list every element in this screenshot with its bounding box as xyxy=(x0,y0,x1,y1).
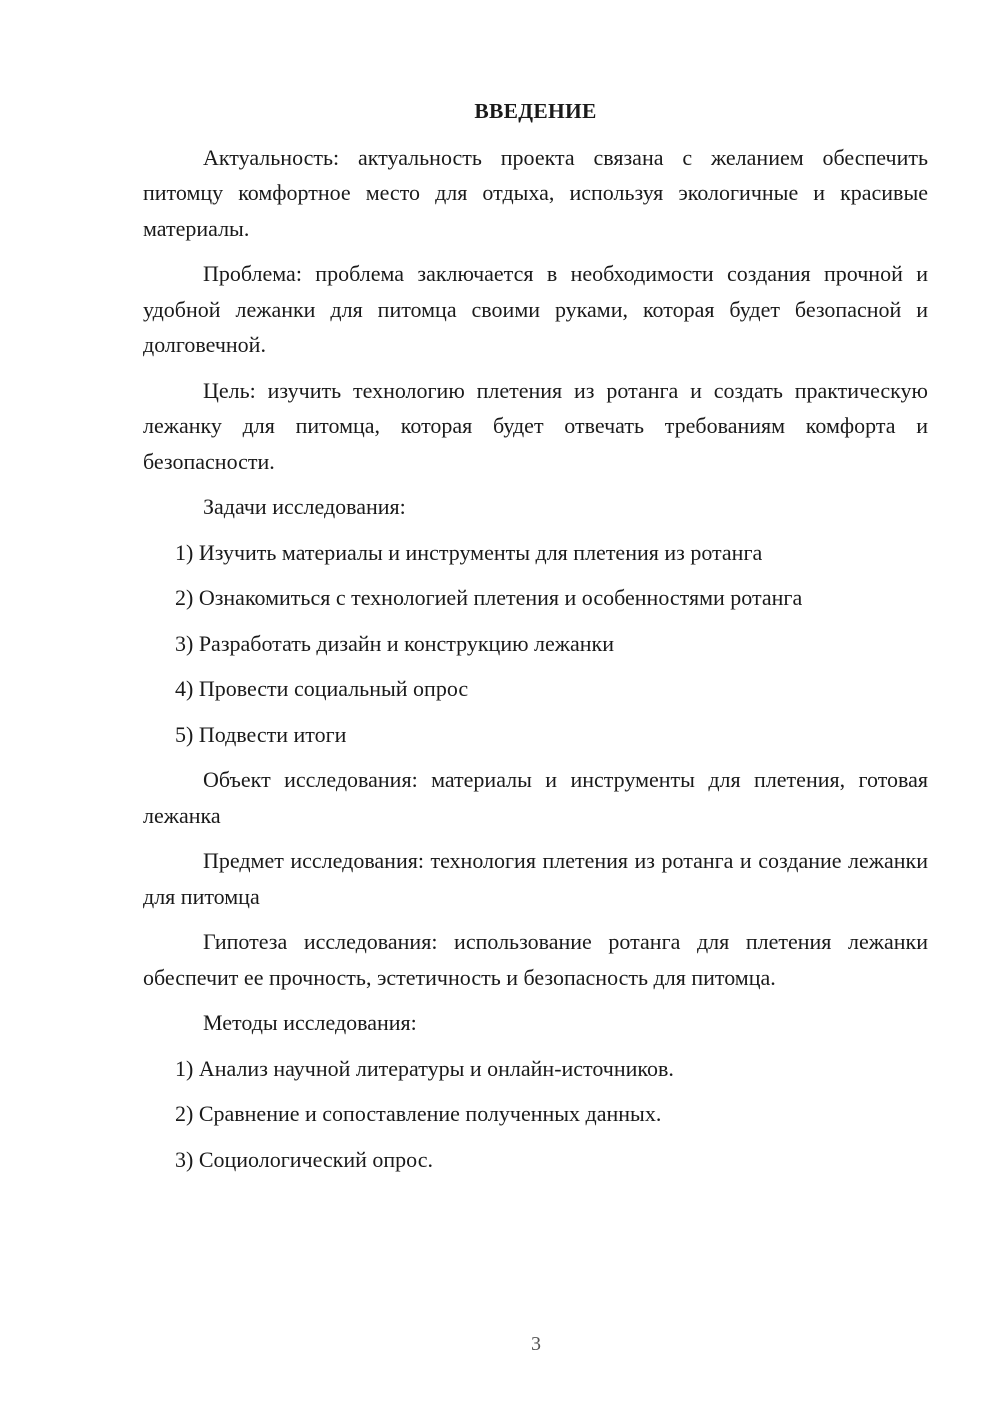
task-item: 4) Провести социальный опрос xyxy=(175,676,469,701)
task-item: 3) Разработать дизайн и конструкцию лежанки xyxy=(175,630,614,656)
hypothesis-paragraph: Гипотеза исследования: использование ротанга для плетения лежанки обеспечит ее прочность, эстетичность и безопасность для питомца. xyxy=(143,929,928,990)
task-item: 2) Ознакомиться с технологией плетения и особенностями ротанга xyxy=(175,585,803,610)
goal-paragraph: Цель: изучить технологию плетения из ротанга и создать практическую лежанку для питомца, которая будет отвечать требованиям комфорта и безопасности. xyxy=(143,377,928,474)
object-paragraph: Объект исследования: материалы и инструменты для плетения, готовая лежанка xyxy=(143,767,928,828)
subject-paragraph: Предмет исследования: технология плетения из ротанга и создание лежанки для питомца xyxy=(143,848,928,909)
method-item: 2) Сравнение и сопоставление полученных данных. xyxy=(175,1101,662,1126)
task-item: 5) Подвести итоги xyxy=(175,721,347,747)
problem-paragraph: Проблема: проблема заключается в необходимости создания прочной и удобной лежанки для питомца своими руками, которая будет безопасной и долговечной. xyxy=(143,261,928,357)
task-item: 1) Изучить материалы и инструменты для плетения из ротанга xyxy=(175,539,763,565)
method-item: 3) Социологический опрос. xyxy=(175,1146,433,1172)
page-number: 3 xyxy=(531,1333,541,1355)
section-heading: ВВЕДЕНИЕ xyxy=(474,99,597,123)
methods-heading: Методы исследования: xyxy=(203,1010,417,1035)
relevance-paragraph: Актуальность: актуальность проекта связана с желанием обеспечить питомцу комфортное место для отдыха, используя экологичные и красивые материалы. xyxy=(143,144,928,241)
page-content xyxy=(143,94,928,1187)
method-item: 1) Анализ научной литературы и онлайн-источников. xyxy=(175,1055,674,1081)
tasks-heading: Задачи исследования: xyxy=(203,494,406,519)
